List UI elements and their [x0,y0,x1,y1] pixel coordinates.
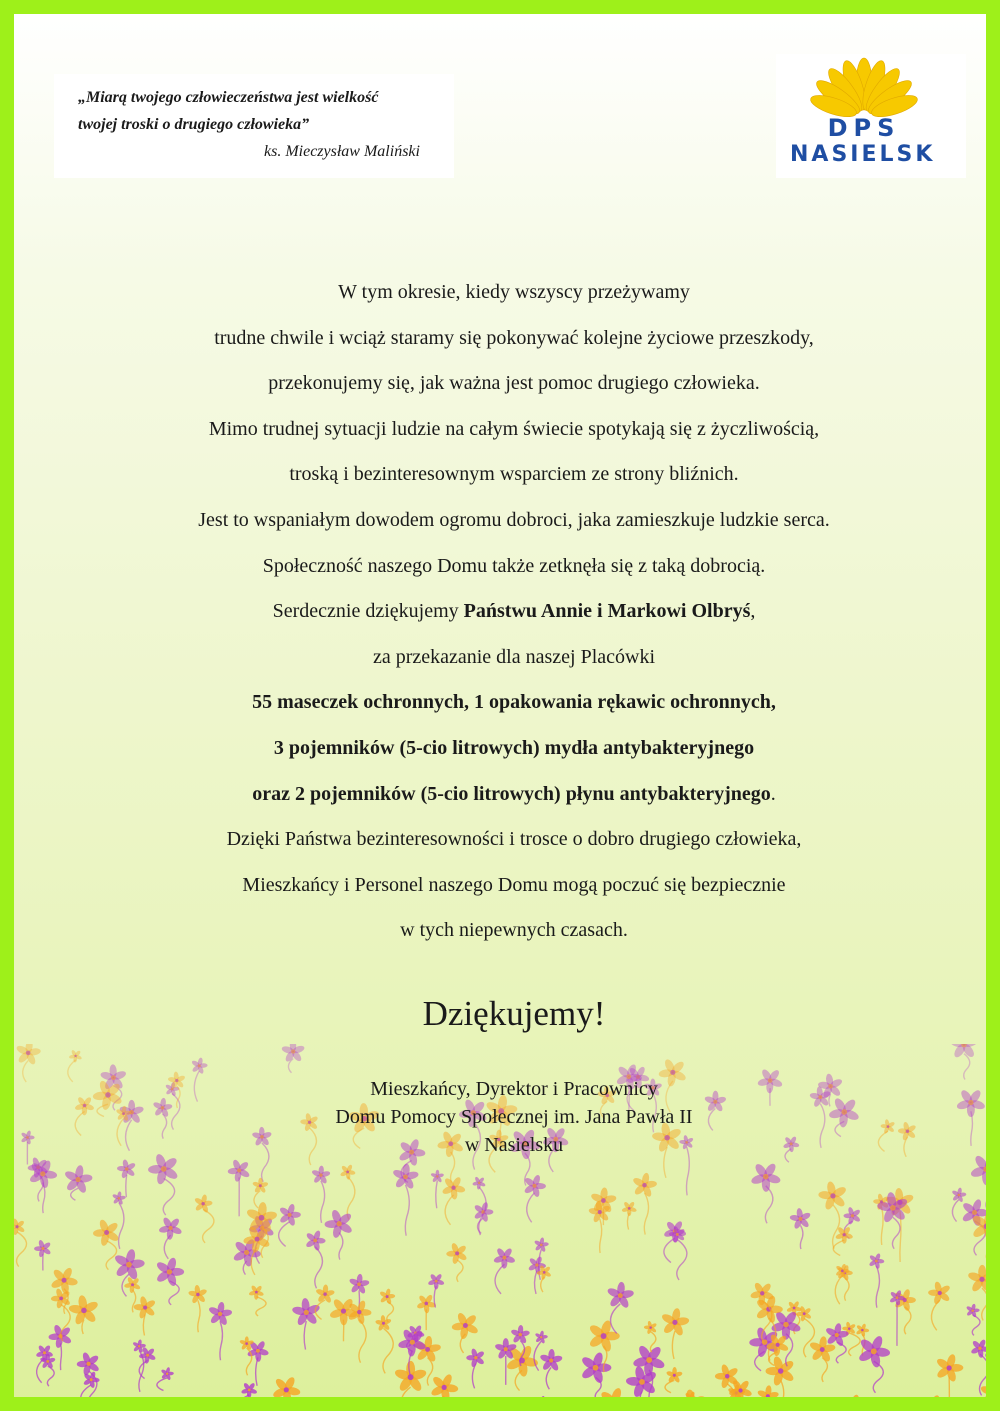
quote-line-1: „Miarą twojego człowieczeństwa jest wielkość [78,89,379,106]
flower-icon [796,1306,814,1358]
signature-line-3: w Nasielsku [464,1134,564,1156]
flower-icon [977,1404,1000,1411]
flower-icon [157,1367,174,1391]
flower-icon [155,1257,184,1305]
flower-icon [68,1295,99,1334]
donation-text: oraz 2 pojemników (5-cio litrowych) płynu antybakteryjnego [252,782,771,805]
thanks-heading: Dziękujemy! [422,994,606,1033]
flower-icon [935,1353,963,1411]
body-line: Społeczność naszego Domu także zetknęła się z taką dobrocią. [262,554,766,577]
flower-icon [291,1298,321,1350]
flower-icon [757,1385,780,1411]
body-line-donors [54,589,974,635]
donation-line-3 [54,772,974,818]
flower-icon [272,1376,301,1411]
flower-icon [984,1335,1000,1380]
flower-icon [158,1216,182,1259]
flower-icon [375,1315,393,1373]
flower-icon [750,1162,781,1224]
body-text-span: . [770,782,776,805]
logo-text-dps: DPS [827,114,901,142]
body-line: trudne chwile i wciąż staramy się pokonywać kolejne życiowe przeszkody, [214,326,814,349]
flower-icon [148,1153,179,1215]
flower-icon [392,1163,419,1235]
flower-icon [893,1402,924,1411]
flower-icon [985,1232,1000,1271]
flower-icon [632,1172,657,1234]
flower-icon [188,1285,208,1333]
flower-icon [970,1153,1000,1209]
flower-icon [644,1321,658,1352]
flower-icon [207,1407,228,1411]
flower-icon [970,1339,990,1396]
flower-icon [34,1239,52,1270]
flower-icon [966,1303,980,1335]
flower-icon [81,1371,100,1409]
flower-icon [957,1407,985,1411]
flower-icon [305,1230,326,1289]
body-line: W tym okresie, kiedy wszyscy przeżywamy [338,281,690,303]
flower-icon [626,1365,658,1405]
flower-icon [523,1174,546,1222]
flower-icon [101,1401,119,1411]
flower-icon [227,1159,250,1217]
flower-icon [279,1203,301,1246]
donation-line-1: 55 maseczek ochronnych, 1 opakowania rękawic ochronnych, [252,691,776,714]
flower-icon [841,1394,867,1411]
flower-icon [48,1324,72,1370]
flower-icon [329,1297,358,1341]
flower-icon [340,1164,356,1220]
flower-icon [835,1263,849,1304]
flower-icon [430,1170,444,1209]
flower-icon [980,1379,1000,1411]
flower-icon [132,1339,146,1392]
body-line: przekonujemy się, jak ważna jest pomoc drugiego człowieka. [268,372,760,395]
signature [14,1075,1000,1159]
flower-icon [789,1208,811,1249]
quote-author: ks. Mieczysław Maliński [264,143,420,160]
body-line: Dzięki Państwa bezinteresowności i trosce o dobro drugiego człowieka, [226,828,802,851]
flower-icon [599,1387,629,1411]
letter-body [54,270,974,954]
body-line: Mieszkańcy i Personel naszego Domu mogą poczuć się bezpiecznie [242,873,786,896]
flower-icon [113,1248,145,1296]
dps-logo [776,54,966,178]
flower-icon [311,1165,331,1222]
flower-icon [920,1394,948,1411]
flower-icon [441,1176,465,1225]
flower-icon [248,1285,266,1316]
flower-icon [676,1389,707,1411]
flower-icon [40,1354,56,1387]
flower-icon [194,1194,214,1243]
body-line: troską i bezinteresownym wsparciem ze strony bliźnich. [289,463,739,486]
flower-icon [868,1253,884,1308]
flower-icon [64,1165,93,1201]
quote-line-2: twojej troski o drugiego człowieka” [78,116,310,133]
body-line: Jest to wspaniałym dowodem ogromu dobroci, jaka zamieszkuje ludzkie serca. [198,508,830,531]
signature-line-1: Mieszkańcy, Dyrektor i Pracownicy [370,1078,658,1100]
flower-icon [252,1178,269,1208]
flower-icon [539,1349,563,1389]
flower-icon [93,1219,120,1270]
body-line: za przekazanie dla naszej Placówki [372,645,656,668]
flower-icon [534,1396,549,1411]
flower-icon [928,1281,951,1330]
flower-icon [281,1044,305,1073]
flower-icon [324,1209,353,1260]
flower-icon [857,1335,890,1393]
flower-icon [14,1218,27,1267]
flower-icon [14,1408,27,1411]
flower-icon [660,1308,689,1359]
donor-names: Państwu Annie i Markowi Olbryś [463,600,751,623]
flower-icon [28,1159,57,1213]
flower-icon [493,1247,516,1294]
flower-icon [728,1379,752,1411]
flower-icon [430,1373,459,1411]
logo-text-nasielsk: NASIELSK [790,142,936,167]
flower-icon [347,1300,371,1363]
flower-icon [621,1201,637,1230]
flower-icon [592,1401,612,1411]
flower-icon [996,1112,1000,1158]
body-text-span: , [750,600,756,623]
donation-line-2: 3 pojemników (5-cio litrowych) mydła antybakteryjnego [273,736,755,759]
flower-icon [466,1348,485,1389]
flower-icon [665,1367,683,1393]
flower-icon [473,1201,493,1233]
body-line: Mimo trudnej sytuacji ludzie na całym świecie spotykają się z życzliwością, [208,417,820,440]
flower-icon [766,1355,796,1411]
flower-icon [416,1294,436,1330]
flower-icon [446,1242,468,1282]
signature-line-2: Domu Pomocy Społecznej im. Jana Pawła II [335,1106,693,1128]
flower-icon [208,1302,233,1361]
flower-icon [238,1382,257,1411]
flower-icon [449,1406,478,1411]
flower-icon [394,1361,428,1411]
flower-icon [889,1290,905,1346]
flower-icon [134,1296,157,1336]
body-line: w tych niepewnych czasach. [400,919,628,942]
flower-icon [451,1312,479,1353]
flower-icon [588,1201,611,1253]
body-text-span: Serdecznie dziękujemy [272,600,464,623]
flower-icon [468,1408,495,1411]
flower-icon [239,1336,254,1375]
